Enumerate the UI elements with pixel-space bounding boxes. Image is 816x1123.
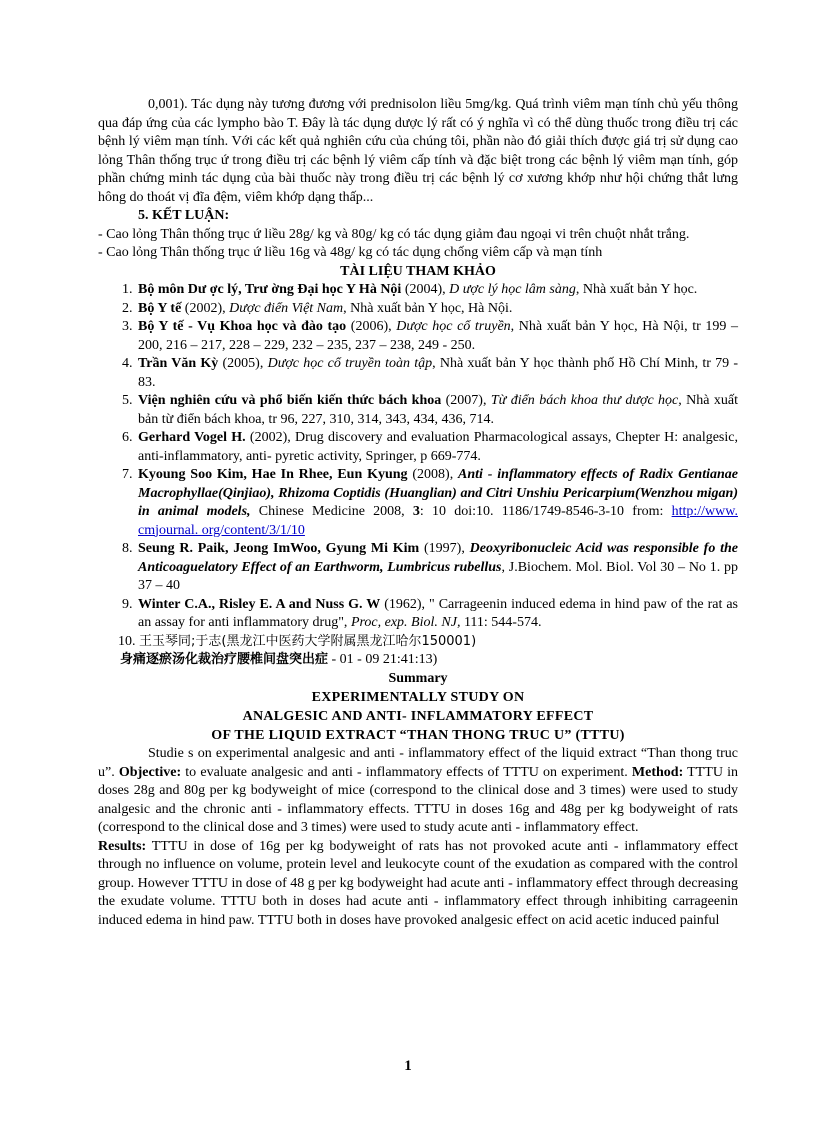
reference-journal: Proc, exp. Biol. NJ, xyxy=(350,615,461,630)
reference-author: Kyoung Soo Kim, Hae In Rhee, Eun Kyung xyxy=(138,467,408,482)
reference-title: Từ điển bách khoa thư dược học xyxy=(490,393,679,408)
reference-title: Dược học cổ truyền toàn tập xyxy=(267,356,433,371)
conclusion-item-2: - Cao lỏng Thân thống trục ứ liều 16g và 48g/ kg có tác dụng chống viêm cấp và mạn tính xyxy=(98,245,603,260)
method-label: Method: xyxy=(631,764,684,780)
conclusion-heading: 5. KẾT LUẬN: xyxy=(138,208,230,223)
reference-title: Anti - inflammatory effects of Radix Gentianae Macrophyllae(Qinjiao), Rhizoma Coptidis (Huanglian) and Citri Unshiu Pericarpium(Wenzhou migan) in animal models, xyxy=(138,467,738,519)
references-heading: TÀI LIỆU THAM KHẢO xyxy=(340,263,496,279)
results-label: Results: xyxy=(98,838,147,854)
reference-author: Bộ Y tế - Vụ Khoa học và đào tạo xyxy=(138,319,347,334)
reference-item: 4. Trần Văn Kỳ (2005), Dược học cổ truyền toàn tập, Nhà xuất bản Y học thành phố Hồ Chí Minh, tr 79 - 83. xyxy=(122,356,738,390)
reference-author: Winter C.A., Risley E. A and Nuss G. W xyxy=(138,596,381,612)
reference-item: 5. Viện nghiên cứu và phổ biến kiến thức bách khoa (2007), Từ điển bách khoa thư dược học, Nhà xuất bản từ điển bách khoa, tr 96, 227, 310, 314, 343, 434, 436, 714. xyxy=(122,393,738,427)
reference-author: Trần Văn Kỳ xyxy=(138,356,219,371)
summary-paragraph-results: Results: TTTU in dose of 16g per kg bodyweight of rats has not provoked acute anti - inflammatory effect through no influence on volume, protein level and leukocyte count of the exudation as compared with the control group. However TTTU in dose of 48 g per kg bodyweight had acute anti - inflammatory effect through decreasing the exudate volume. TTTU both in doses had acute anti - inflammatory effect through inhibiting carrageenin induced edema in hind paw. TTTU both in doses have provoked analgesic effect on acid acetic induced painful xyxy=(98,838,738,928)
document-page xyxy=(98,96,738,930)
reference-cjk-text: 王玉琴同;于志(黑龙江中医药大学附属黑龙江哈尔150001) xyxy=(139,633,477,649)
reference-author: Seung R. Paik, Jeong ImWoo, Gyung Mi Kim xyxy=(138,541,420,556)
summary-title-line-1: EXPERIMENTALLY STUDY ON xyxy=(311,690,525,705)
conclusion-item-1: - Cao lỏng Thân thống trục ứ liều 28g/ kg và 80g/ kg có tác dụng giảm đau ngoại vi trên chuột nhắt trắng. xyxy=(98,226,690,242)
reference-author: Gerhard Vogel H. xyxy=(138,430,246,445)
reference-item: 6. Gerhard Vogel H. (2002), Drug discovery and evaluation Pharmacological assays, Chepter H: analgesic, anti-inflammatory, anti- pyretic activity, Springer, p 669-774. xyxy=(122,430,738,464)
page-number: 1 xyxy=(404,1058,412,1074)
reference-item: 7. Kyoung Soo Kim, Hae In Rhee, Eun Kyung (2008), Anti - inflammatory effects of Radix Gentianae Macrophyllae(Qinjiao), Rhizoma Coptidis (Huanglian) and Citri Unshiu Pericarpium(Wenzhou migan) in animal models, Chinese Medicine 2008, 3: 10 doi:10. 1186/1749-8546-3-10 from: http://www. cmjournal. org/content/3/1/10 xyxy=(122,467,738,538)
reference-title: D ược lý học lâm sàng xyxy=(449,282,576,297)
reference-author: Bộ môn Dư ợc lý, Trư ờng Đại học Y Hà Nội xyxy=(138,282,402,297)
reference-author: Viện nghiên cứu và phổ biến kiến thức bách khoa xyxy=(138,393,442,408)
reference-title: Dược điển Việt Nam xyxy=(229,300,344,316)
reference-author: Bộ Y tế xyxy=(138,300,182,316)
reference-item: 8. Seung R. Paik, Jeong ImWoo, Gyung Mi Kim (1997), Deoxyribonucleic Acid was responsible fo the Anticoaguelatory Effect of an Earthworm, Lumbricus rubellus, J.Biochem. Mol. Biol. Vol 30 – No 1. pp 37 – 40 xyxy=(122,541,738,593)
reference-item: 2. Bộ Y tế (2002), Dược điển Việt Nam, Nhà xuất bản Y học, Hà Nội. xyxy=(122,300,513,316)
references-list xyxy=(98,281,738,651)
reference-item: 1. Bộ môn Dư ợc lý, Trư ờng Đại học Y Hà Nội (2004), D ược lý học lâm sàng, Nhà xuất bản Y học. xyxy=(122,282,698,297)
reference-title: Dược học cổ truyền xyxy=(396,319,511,334)
reference-10-line2: 身痛逐瘀汤化裁治疗腰椎间盘突出症 - 01 - 09 21:41:13) xyxy=(120,652,438,667)
reference-item: 9. Winter C.A., Risley E. A and Nuss G. W (1962), " Carrageenin induced edema in hind paw of the rat as an assay for anti inflammatory drug", Proc, exp. Biol. NJ, 111: 544-574. xyxy=(122,596,739,630)
summary-title-line-3: OF THE LIQUID EXTRACT “THAN THONG TRUC U” (TTTU) xyxy=(211,728,625,743)
reference-item: 3. Bộ Y tế - Vụ Khoa học và đào tạo (2006), Dược học cổ truyền, Nhà xuất bản Y học, Hà Nội, tr 199 – 200, 216 – 217, 228 – 229, 232 – 235, 237 – 238, 249 - 250. xyxy=(122,319,739,353)
summary-heading: Summary xyxy=(388,670,448,686)
reference-title: Deoxyribonucleic Acid was responsible fo the Anticoaguelatory Effect of an Earthworm, Lumbricus rubellus xyxy=(138,541,738,575)
reference-item: 10. 王玉琴同;于志(黑龙江中医药大学附属黑龙江哈尔150001) xyxy=(118,633,477,649)
summary-paragraph-1: Studie s on experimental analgesic and anti - inflammatory effect of the liquid extract “Than thong truc u”. Objective: to evaluate analgesic and anti - inflammatory effects of TTTU on experiment. Method: TTTU in doses 28g and 80g per kg bodyweight of mice (correspond to the clinical dose and 3 times) were used to study analgesic and the chronic anti - inflammatory effects. TTTU in doses 16g and 48g per kg bodyweight of rats (correspond to the clinical dose and 3 times) were used to study acute anti - inflammatory effect. xyxy=(98,746,739,835)
objective-label: Objective: xyxy=(118,764,182,780)
intro-paragraph: 0,001). Tác dụng này tương đương với prednisolon liều 5mg/kg. Quá trình viêm mạn tính chủ yếu thông qua đáp ứng của các lympho bào T. Đây là tác dụng dược lý rất có ý nghĩa vì có thể dùng thuốc trong điều trị các bệnh lý viêm mạn tính. Với các kết quả nghiên cứu của chúng tôi, phần nào đó giải thích được giá trị sử dụng cao lỏng Thân thống trục ứ trong điều trị các bệnh lý viêm cấp tính và đặc biệt trong các bệnh lý viêm mạn tính, góp phần chứng minh tác dụng của bài thuốc này trong điều trị các bệnh lý cơ xương khớp như hội chứng thắt lưng hông do thoát vị đĩa đệm, viêm khớp dạng thấp... xyxy=(98,97,738,205)
summary-title-line-2: ANALGESIC AND ANTI- INFLAMMATORY EFFECT xyxy=(242,709,594,724)
reference-link[interactable]: http://www. cmjournal. org/content/3/1/10 xyxy=(138,504,738,538)
